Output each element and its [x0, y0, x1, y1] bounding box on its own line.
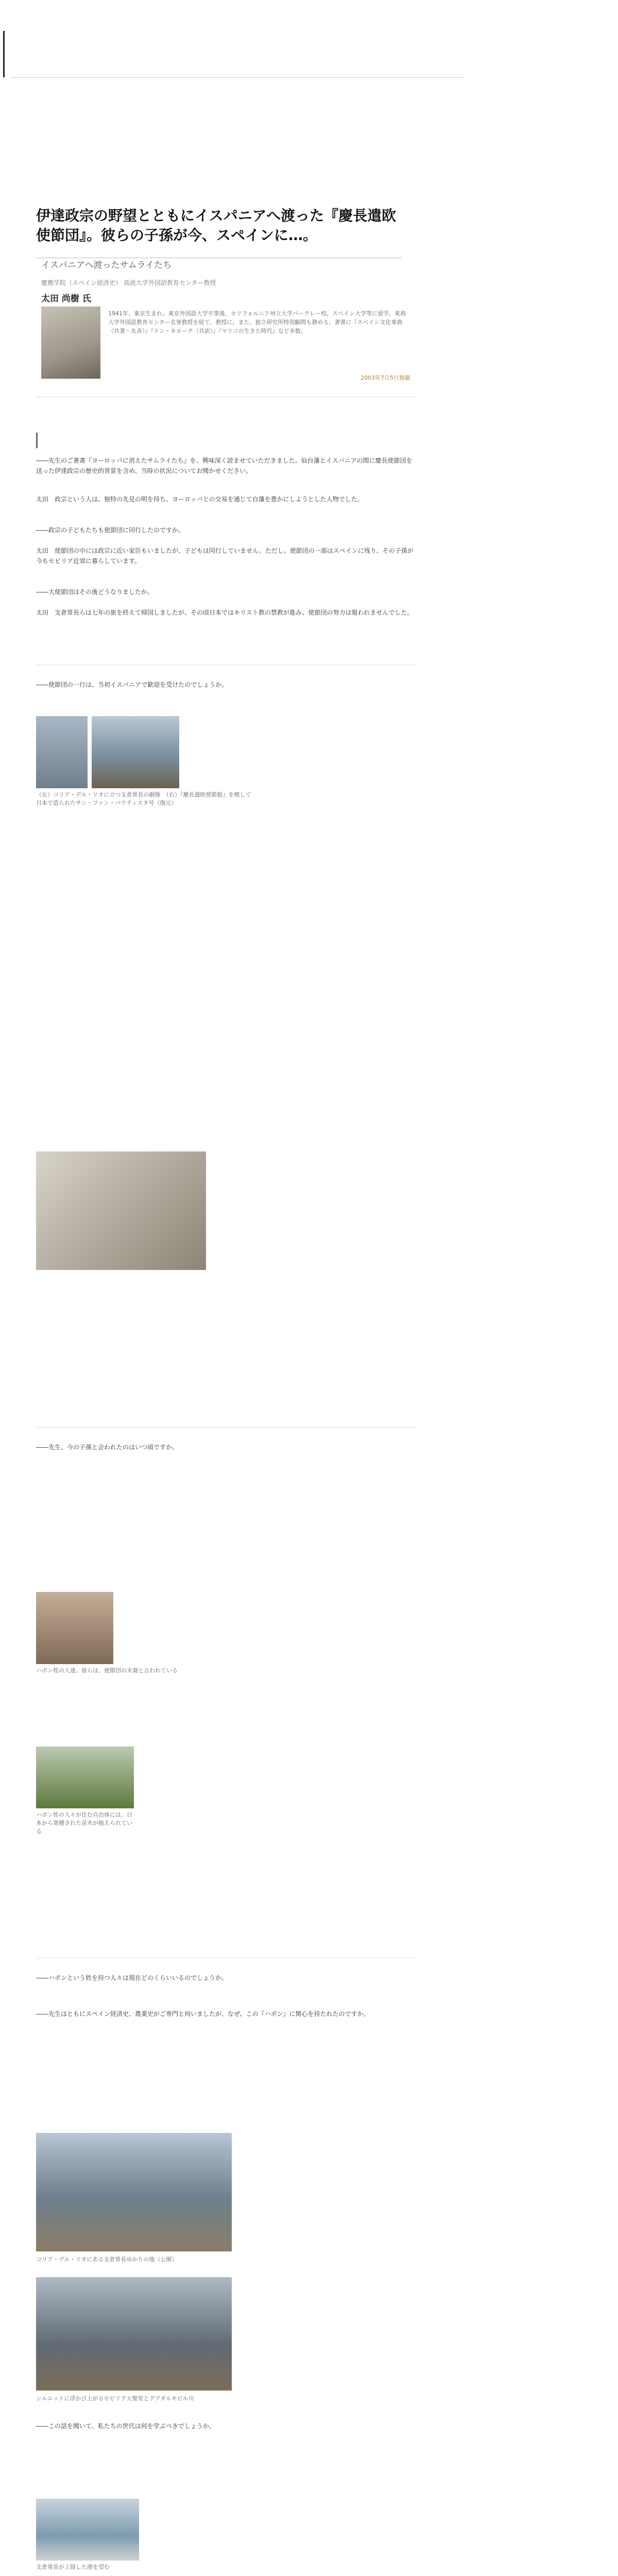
paragraph: ――この話を聞いて、私たちの世代は何を学ぶべきでしょうか。 [36, 2422, 215, 2430]
author-affiliation: 慶應学院（スペイン経済史） 高波大学外国語教育センター教授 [41, 279, 216, 286]
paragraph: ――政宗の子どもたちも使節団に同行したのですか。 [36, 527, 185, 534]
top-tab-marker [3, 31, 5, 77]
paragraph: 太田 政宗という人は、独特の先見の明を持ち、ヨーロッパとの交易を通じて自藩を豊かにしようとした人物でした。 [36, 496, 364, 503]
statue-photo [36, 716, 88, 788]
photo-caption: 支倉常長が上陸した港を望む [36, 2564, 110, 2570]
paragraph: ――使節団の一行は、当初イスパニアで歓迎を受けたのでしょうか。 [36, 681, 228, 688]
section-divider [36, 1427, 417, 1428]
author-portrait [41, 307, 100, 379]
section-marker [36, 433, 38, 448]
photo-caption: ハポン姓の人々が住む自治体には、日本から寄贈された苗木が植えられている [36, 1811, 132, 1835]
paragraph: ――先生、今の子孫と会われたのはいつ頃ですか。 [36, 1444, 179, 1451]
paragraph: ――先生のご著書『ヨーロッパに消えたサムライたち』を、興味深く読ませていただきました。仙台藩とイスパニアの間に慶長使節団を送った伊達政宗の歴史的背景を含め、当時の状況についてお聞かせください。 [36, 457, 413, 474]
interview-photo [36, 1151, 206, 1270]
article-title: 伊達政宗の野望とともにイスパニアへ渡った『慶長遣欧使節団』。彼らの子孫が今、スペインに…。 [36, 207, 397, 244]
paragraph: ――大使節団はその後どうなりましたか。 [36, 588, 154, 596]
publish-date: 2003年7月5日掲載 [360, 375, 410, 381]
paragraph: ――ハポンという姓を持つ人々は現在どのくらいいるのでしょうか。 [36, 1974, 228, 1981]
author-name: 太田 尚樹 氏 [41, 294, 91, 304]
hapon-family-photo [36, 1592, 113, 1664]
photo-caption: （左）コリア・デル・リオに立つ支倉常長の銅像 （右）『慶長遣欧使節船』を模して日本で造られたサン・ファン・バウティスタ号（復元） [36, 791, 251, 806]
author-bio: 1941年、東京生まれ。東京外国語大学卒業後、カリフォルニア州立大学バークレー校、スペイン大学等に留学。東海大学外国語教育センター名誉教授を経て、教授に。また、独立研究所特別顧問も務める。著書に『スペイン文化事典（共著・丸善）』『ドン・キホーテ（共訳）』『マリコの生きた時代』など多数。 [108, 310, 406, 335]
article-subtitle: イスパニアへ渡ったサムライたち [41, 260, 172, 270]
photo-caption: コリア・デル・リオにある支倉常長ゆかりの地（公園） [36, 2256, 178, 2263]
paragraph: 太田 使節団の中には政宗に近い家臣もいましたが、子どもは同行していません。ただし、使節団の一部はスペインに残り、その子孫が今もセビリア近郊に暮らしています。 [36, 547, 414, 565]
harbor-photo [36, 2499, 139, 2561]
photo-caption: ハポン姓の人達。彼らは、使節団の末裔と言われている [36, 1667, 178, 1674]
photo-caption: シルエットに浮かび上がるセビリア大聖堂とグアダルキビル川 [36, 2395, 194, 2402]
ship-photo [92, 716, 179, 788]
field-photo [36, 1747, 134, 1808]
top-divider [10, 77, 464, 78]
park-photo [36, 2133, 232, 2251]
paragraph: ――先生はともにスペイン経済史、農業史がご専門と伺いましたが、なぜ、この『ハポン』に関心を持たれたのですか。 [36, 2010, 370, 2018]
paragraph: 太田 支倉常長らは七年の旅を終えて帰国しましたが、その頃日本ではキリスト教の禁教が進み、使節団の努力は報われませんでした。 [36, 609, 414, 616]
seville-photo [36, 2277, 232, 2391]
